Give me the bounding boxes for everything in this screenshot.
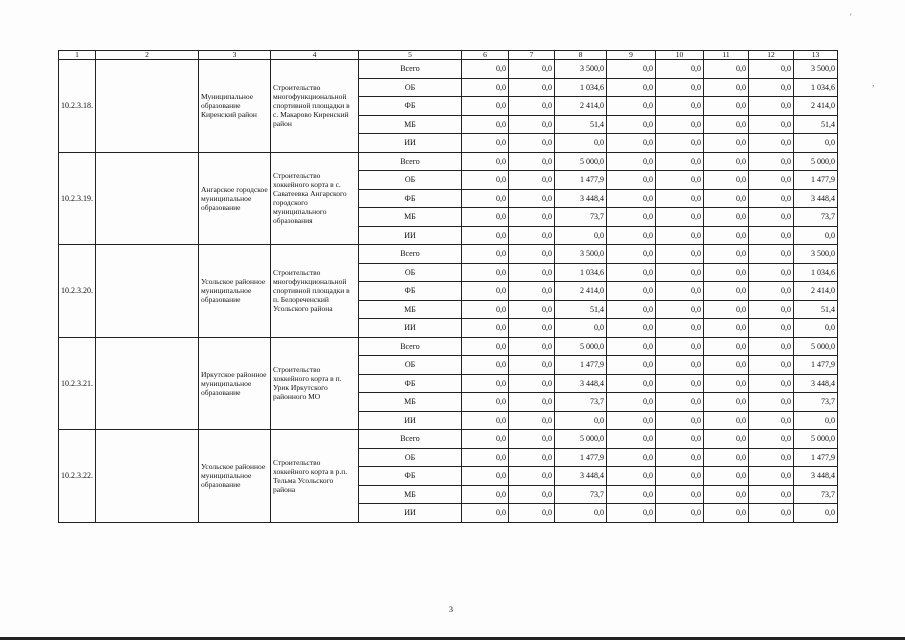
value-cell: 0,0	[462, 60, 509, 79]
value-cell: 73,7	[794, 485, 838, 504]
funding-source: МБ	[359, 485, 462, 504]
value-cell: 0,0	[656, 152, 704, 171]
table-row	[59, 430, 838, 449]
value-cell: 0,0	[704, 60, 749, 79]
value-cell: 0,0	[509, 245, 555, 264]
value-cell: 0,0	[656, 448, 704, 467]
value-cell: 0,0	[704, 152, 749, 171]
funding-source: ИИ	[359, 504, 462, 523]
value-cell: 0,0	[607, 171, 656, 190]
value-cell: 0,0	[749, 78, 794, 97]
value-cell: 0,0	[555, 504, 607, 523]
value-cell: 0,0	[509, 300, 555, 319]
value-cell: 0,0	[704, 374, 749, 393]
value-cell: 0,0	[462, 393, 509, 412]
value-cell: 0,0	[607, 319, 656, 338]
value-cell: 0,0	[462, 208, 509, 227]
value-cell: 0,0	[656, 374, 704, 393]
funding-source: Всего	[359, 152, 462, 171]
value-cell: 0,0	[509, 430, 555, 449]
description-cell: Строительство многофункциональной спортивной площадки в с. Макарово Киренский район	[271, 60, 359, 153]
value-cell: 0,0	[607, 282, 656, 301]
value-cell: 0,0	[749, 374, 794, 393]
funding-source: ОБ	[359, 78, 462, 97]
value-cell: 0,0	[607, 115, 656, 134]
value-cell: 0,0	[509, 337, 555, 356]
value-cell: 2 414,0	[794, 282, 838, 301]
table-row	[59, 60, 838, 79]
value-cell: 0,0	[509, 319, 555, 338]
value-cell: 0,0	[462, 97, 509, 116]
column-number-row	[59, 51, 838, 60]
value-cell: 0,0	[704, 467, 749, 486]
value-cell: 0,0	[462, 115, 509, 134]
value-cell: 0,0	[704, 226, 749, 245]
value-cell: 5 000,0	[555, 337, 607, 356]
value-cell: 0,0	[749, 226, 794, 245]
value-cell: 5 000,0	[794, 337, 838, 356]
value-cell: 0,0	[607, 189, 656, 208]
value-cell: 0,0	[607, 374, 656, 393]
value-cell: 0,0	[509, 393, 555, 412]
funding-source: Всего	[359, 245, 462, 264]
value-cell: 0,0	[607, 411, 656, 430]
value-cell: 0,0	[749, 208, 794, 227]
value-cell: 0,0	[656, 60, 704, 79]
description-cell: Строительство хоккейного корта в п. Урик Иркутского районного МО	[271, 337, 359, 430]
value-cell: 0,0	[704, 78, 749, 97]
value-cell: 0,0	[555, 411, 607, 430]
value-cell: 0,0	[749, 319, 794, 338]
value-cell: 0,0	[656, 282, 704, 301]
project-code: 10.2.3.22.	[59, 430, 96, 523]
funding-source: ОБ	[359, 448, 462, 467]
value-cell: 0,0	[607, 467, 656, 486]
project-code: 10.2.3.19.	[59, 152, 96, 245]
column-number: 1	[59, 51, 96, 60]
value-cell: 0,0	[462, 263, 509, 282]
value-cell: 0,0	[656, 134, 704, 153]
value-cell: 0,0	[607, 337, 656, 356]
value-cell: 0,0	[509, 208, 555, 227]
value-cell: 0,0	[607, 504, 656, 523]
value-cell: 0,0	[704, 115, 749, 134]
value-cell: 0,0	[704, 245, 749, 264]
value-cell: 3 500,0	[794, 245, 838, 264]
value-cell: 0,0	[509, 171, 555, 190]
municipality-cell: Усольское районное муниципальное образование	[199, 430, 271, 523]
value-cell: 0,0	[749, 263, 794, 282]
value-cell: 0,0	[749, 467, 794, 486]
value-cell: 0,0	[749, 448, 794, 467]
funding-source: ИИ	[359, 134, 462, 153]
value-cell: 0,0	[749, 97, 794, 116]
value-cell: 1 477,9	[555, 171, 607, 190]
empty-cell	[96, 152, 199, 245]
empty-cell	[96, 245, 199, 338]
value-cell: 0,0	[607, 226, 656, 245]
funding-source: ИИ	[359, 319, 462, 338]
value-cell: 0,0	[704, 171, 749, 190]
value-cell: 0,0	[656, 226, 704, 245]
funding-source: ФБ	[359, 282, 462, 301]
value-cell: 0,0	[607, 208, 656, 227]
value-cell: 0,0	[749, 189, 794, 208]
value-cell: 0,0	[749, 300, 794, 319]
funding-source: Всего	[359, 60, 462, 79]
value-cell: 0,0	[509, 263, 555, 282]
value-cell: 0,0	[704, 189, 749, 208]
funding-source: ФБ	[359, 374, 462, 393]
value-cell: 1 034,6	[555, 263, 607, 282]
value-cell: 3 448,4	[794, 467, 838, 486]
value-cell: 0,0	[704, 300, 749, 319]
funding-source: ИИ	[359, 226, 462, 245]
description-cell: Строительство многофункциональной спортивной площадки в п. Белореченский Усольского района	[271, 245, 359, 338]
value-cell: 0,0	[704, 337, 749, 356]
value-cell: 5 000,0	[794, 152, 838, 171]
value-cell: 0,0	[462, 430, 509, 449]
value-cell: 0,0	[607, 97, 656, 116]
value-cell: 0,0	[704, 319, 749, 338]
value-cell: 73,7	[555, 393, 607, 412]
value-cell: 0,0	[509, 374, 555, 393]
value-cell: 0,0	[462, 282, 509, 301]
funding-source: ОБ	[359, 356, 462, 375]
funding-source: ФБ	[359, 467, 462, 486]
value-cell: 0,0	[462, 374, 509, 393]
value-cell: 0,0	[656, 393, 704, 412]
value-cell: 2 414,0	[555, 282, 607, 301]
value-cell: 0,0	[462, 448, 509, 467]
value-cell: 0,0	[509, 485, 555, 504]
value-cell: 2 414,0	[555, 97, 607, 116]
value-cell: 0,0	[509, 467, 555, 486]
column-number: 9	[607, 51, 656, 60]
scan-mark: ,	[872, 78, 875, 88]
project-code: 10.2.3.21.	[59, 337, 96, 430]
value-cell: 3 500,0	[555, 245, 607, 264]
value-cell: 0,0	[462, 319, 509, 338]
value-cell: 0,0	[607, 430, 656, 449]
value-cell: 0,0	[656, 430, 704, 449]
table-row	[59, 245, 838, 264]
value-cell: 0,0	[509, 411, 555, 430]
value-cell: 0,0	[656, 337, 704, 356]
value-cell: 0,0	[704, 282, 749, 301]
funding-source: Всего	[359, 430, 462, 449]
value-cell: 0,0	[794, 411, 838, 430]
value-cell: 0,0	[462, 411, 509, 430]
value-cell: 0,0	[462, 356, 509, 375]
value-cell: 0,0	[704, 504, 749, 523]
value-cell: 0,0	[462, 245, 509, 264]
value-cell: 1 477,9	[794, 356, 838, 375]
value-cell: 0,0	[509, 60, 555, 79]
value-cell: 0,0	[462, 171, 509, 190]
value-cell: 0,0	[509, 152, 555, 171]
value-cell: 0,0	[749, 411, 794, 430]
value-cell: 1 034,6	[794, 78, 838, 97]
value-cell: 0,0	[555, 226, 607, 245]
funding-source: Всего	[359, 337, 462, 356]
value-cell: 0,0	[509, 78, 555, 97]
value-cell: 0,0	[749, 171, 794, 190]
value-cell: 0,0	[555, 319, 607, 338]
project-code: 10.2.3.20.	[59, 245, 96, 338]
municipality-cell: Муниципальное образование Киренский район	[199, 60, 271, 153]
value-cell: 2 414,0	[794, 97, 838, 116]
value-cell: 0,0	[656, 485, 704, 504]
municipality-cell: Усольское районное муниципальное образование	[199, 245, 271, 338]
description-cell: Строительство хоккейного корта в с. Саватеевка Ангарского городского муниципального образования	[271, 152, 359, 245]
value-cell: 0,0	[794, 319, 838, 338]
value-cell: 0,0	[607, 78, 656, 97]
value-cell: 0,0	[509, 97, 555, 116]
value-cell: 1 477,9	[794, 448, 838, 467]
funding-source: МБ	[359, 208, 462, 227]
value-cell: 0,0	[462, 504, 509, 523]
value-cell: 51,4	[555, 115, 607, 134]
value-cell: 0,0	[462, 189, 509, 208]
value-cell: 0,0	[704, 393, 749, 412]
project-code: 10.2.3.18.	[59, 60, 96, 153]
value-cell: 0,0	[656, 208, 704, 227]
value-cell: 73,7	[794, 393, 838, 412]
value-cell: 0,0	[607, 263, 656, 282]
value-cell: 0,0	[749, 356, 794, 375]
column-number: 5	[359, 51, 462, 60]
value-cell: 0,0	[607, 245, 656, 264]
value-cell: 0,0	[509, 282, 555, 301]
column-number: 10	[656, 51, 704, 60]
value-cell: 0,0	[749, 245, 794, 264]
value-cell: 0,0	[656, 171, 704, 190]
value-cell: 0,0	[607, 300, 656, 319]
value-cell: 0,0	[749, 60, 794, 79]
value-cell: 0,0	[704, 356, 749, 375]
value-cell: 0,0	[509, 226, 555, 245]
value-cell: 0,0	[462, 226, 509, 245]
value-cell: 0,0	[509, 134, 555, 153]
value-cell: 51,4	[794, 300, 838, 319]
value-cell: 0,0	[656, 504, 704, 523]
value-cell: 0,0	[704, 430, 749, 449]
municipality-cell: Ангарское городское муниципальное образование	[199, 152, 271, 245]
value-cell: 0,0	[509, 356, 555, 375]
column-number: 8	[555, 51, 607, 60]
table-row	[59, 337, 838, 356]
value-cell: 0,0	[607, 393, 656, 412]
value-cell: 0,0	[656, 245, 704, 264]
value-cell: 0,0	[656, 97, 704, 116]
value-cell: 0,0	[656, 263, 704, 282]
value-cell: 0,0	[509, 115, 555, 134]
scan-mark: '	[850, 12, 852, 22]
value-cell: 0,0	[607, 448, 656, 467]
column-number: 13	[794, 51, 838, 60]
value-cell: 1 477,9	[555, 448, 607, 467]
column-number: 6	[462, 51, 509, 60]
value-cell: 3 448,4	[794, 189, 838, 208]
value-cell: 0,0	[656, 78, 704, 97]
value-cell: 0,0	[749, 430, 794, 449]
value-cell: 3 500,0	[555, 60, 607, 79]
funding-source: ОБ	[359, 171, 462, 190]
value-cell: 0,0	[704, 485, 749, 504]
value-cell: 1 034,6	[794, 263, 838, 282]
column-number: 4	[271, 51, 359, 60]
value-cell: 5 000,0	[555, 430, 607, 449]
value-cell: 73,7	[555, 485, 607, 504]
empty-cell	[96, 337, 199, 430]
value-cell: 0,0	[704, 97, 749, 116]
value-cell: 0,0	[509, 504, 555, 523]
column-number: 2	[96, 51, 199, 60]
value-cell: 0,0	[462, 78, 509, 97]
funding-source: МБ	[359, 393, 462, 412]
value-cell: 0,0	[656, 115, 704, 134]
value-cell: 5 000,0	[555, 152, 607, 171]
budget-table	[58, 50, 838, 523]
value-cell: 0,0	[462, 134, 509, 153]
value-cell: 0,0	[462, 337, 509, 356]
funding-source: МБ	[359, 300, 462, 319]
value-cell: 0,0	[704, 208, 749, 227]
page-number: 3	[449, 605, 453, 614]
value-cell: 1 477,9	[794, 171, 838, 190]
value-cell: 0,0	[607, 356, 656, 375]
value-cell: 0,0	[607, 60, 656, 79]
value-cell: 0,0	[509, 189, 555, 208]
column-number: 3	[199, 51, 271, 60]
value-cell: 0,0	[607, 485, 656, 504]
value-cell: 0,0	[656, 189, 704, 208]
value-cell: 0,0	[607, 152, 656, 171]
value-cell: 0,0	[704, 134, 749, 153]
value-cell: 0,0	[794, 134, 838, 153]
value-cell: 0,0	[656, 411, 704, 430]
value-cell: 0,0	[462, 485, 509, 504]
value-cell: 3 500,0	[794, 60, 838, 79]
value-cell: 0,0	[794, 226, 838, 245]
value-cell: 0,0	[749, 337, 794, 356]
funding-source: ФБ	[359, 189, 462, 208]
column-number: 12	[749, 51, 794, 60]
value-cell: 0,0	[656, 356, 704, 375]
value-cell: 0,0	[749, 393, 794, 412]
description-cell: Строительство хоккейного корта в р.п. Тельма Усольского района	[271, 430, 359, 523]
value-cell: 0,0	[794, 504, 838, 523]
empty-cell	[96, 60, 199, 153]
value-cell: 0,0	[656, 467, 704, 486]
value-cell: 0,0	[462, 300, 509, 319]
table-row	[59, 152, 838, 171]
value-cell: 0,0	[656, 319, 704, 338]
value-cell: 73,7	[555, 208, 607, 227]
municipality-cell: Иркутское районное муниципальное образование	[199, 337, 271, 430]
funding-source: ИИ	[359, 411, 462, 430]
value-cell: 0,0	[607, 134, 656, 153]
value-cell: 3 448,4	[794, 374, 838, 393]
value-cell: 0,0	[462, 152, 509, 171]
value-cell: 3 448,4	[555, 374, 607, 393]
value-cell: 0,0	[462, 467, 509, 486]
value-cell: 0,0	[555, 134, 607, 153]
value-cell: 0,0	[704, 263, 749, 282]
funding-source: МБ	[359, 115, 462, 134]
value-cell: 0,0	[749, 134, 794, 153]
column-number: 7	[509, 51, 555, 60]
value-cell: 0,0	[749, 115, 794, 134]
value-cell: 5 000,0	[794, 430, 838, 449]
empty-cell	[96, 430, 199, 523]
value-cell: 0,0	[656, 300, 704, 319]
value-cell: 0,0	[749, 504, 794, 523]
value-cell: 1 034,6	[555, 78, 607, 97]
value-cell: 0,0	[749, 282, 794, 301]
value-cell: 0,0	[749, 485, 794, 504]
value-cell: 0,0	[509, 448, 555, 467]
funding-source: ФБ	[359, 97, 462, 116]
column-number: 11	[704, 51, 749, 60]
value-cell: 0,0	[704, 411, 749, 430]
funding-source: ОБ	[359, 263, 462, 282]
value-cell: 3 448,4	[555, 467, 607, 486]
value-cell: 0,0	[704, 448, 749, 467]
value-cell: 1 477,9	[555, 356, 607, 375]
value-cell: 3 448,4	[555, 189, 607, 208]
value-cell: 0,0	[749, 152, 794, 171]
value-cell: 51,4	[555, 300, 607, 319]
value-cell: 73,7	[794, 208, 838, 227]
value-cell: 51,4	[794, 115, 838, 134]
